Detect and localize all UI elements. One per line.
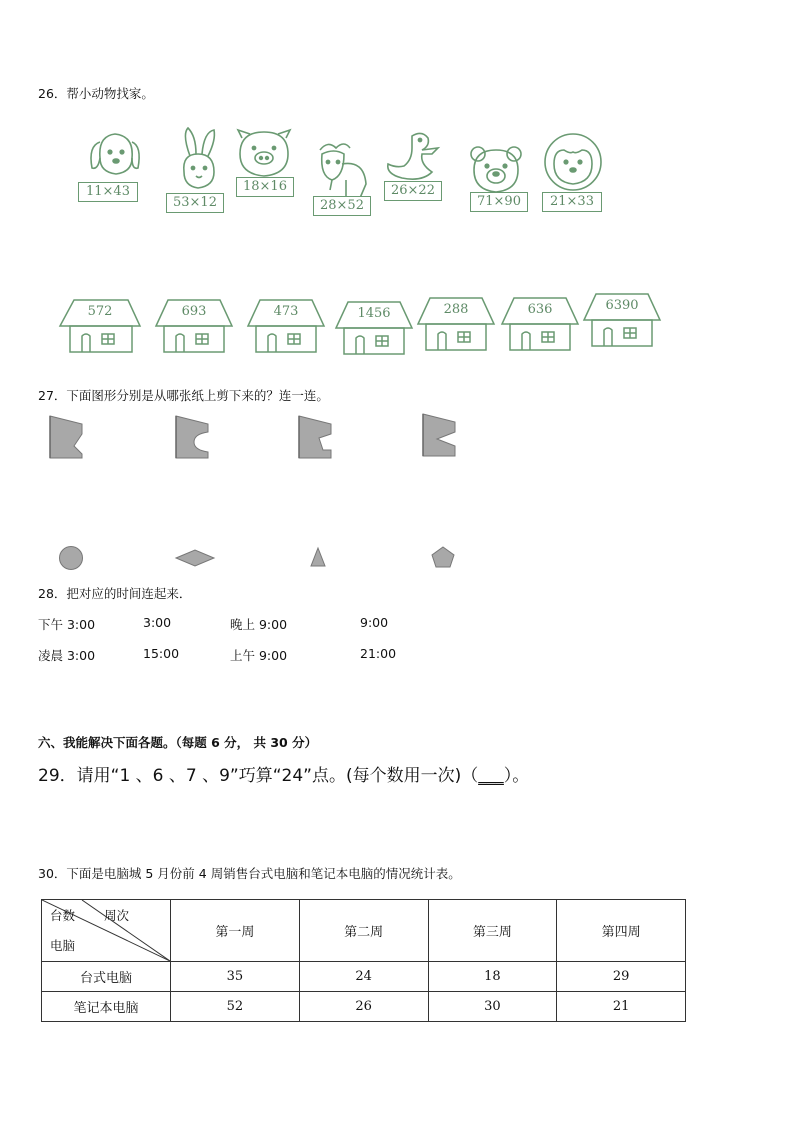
goat-icon — [306, 140, 372, 200]
house-2 — [154, 296, 234, 354]
animal-sign-dog: 11×43 — [78, 182, 138, 202]
header-top-label: 台数 — [50, 908, 76, 923]
bear-icon — [466, 144, 526, 196]
q29-line — [38, 761, 529, 786]
column-header: 第一周 — [171, 900, 300, 962]
q28-title: 28．把对应的时间连起来． — [38, 586, 192, 601]
diagonal-header-cell — [42, 900, 171, 962]
pentagon-icon — [430, 545, 456, 569]
rhombus-icon — [174, 548, 216, 568]
circle-icon — [58, 545, 84, 571]
q29-blank[interactable]: ___ — [478, 766, 504, 786]
folded-paper-cut-3-icon — [297, 414, 333, 460]
animal-sign-pig: 18×16 — [236, 177, 294, 197]
time-label: 凌晨 3:00 — [38, 648, 96, 663]
time-label: 15:00 — [143, 646, 180, 661]
column-header: 第二周 — [299, 900, 428, 962]
animal-sign-goat: 28×52 — [313, 196, 371, 216]
table-row — [42, 992, 686, 1022]
house-6 — [500, 294, 580, 352]
house-number: 636 — [527, 302, 553, 317]
house-number: 1456 — [357, 306, 391, 321]
table-cell: 35 — [171, 962, 300, 992]
sales-table — [41, 899, 686, 1022]
time-label: 晚上 9:00 — [230, 617, 288, 632]
column-header: 第四周 — [557, 900, 686, 962]
house-4 — [334, 298, 414, 356]
folded-paper-cut-1-icon — [48, 414, 84, 460]
folded-paper-cut-2-icon — [174, 414, 210, 460]
house-number: 572 — [87, 304, 113, 319]
time-label: 9:00 — [360, 615, 389, 630]
q30-title: 30．下面是电脑城 5 月份前 4 周销售台式电脑和笔记本电脑的情况统计表。 — [38, 866, 461, 881]
table-row — [42, 962, 686, 992]
table-cell: 29 — [557, 962, 686, 992]
animal-sign-bear: 71×90 — [470, 192, 528, 212]
house-number: 473 — [273, 304, 299, 319]
triangle-icon — [309, 546, 327, 568]
table-cell: 26 — [299, 992, 428, 1022]
table-cell: 21 — [557, 992, 686, 1022]
table-cell: 52 — [171, 992, 300, 1022]
house-number: 288 — [443, 302, 469, 317]
house-7 — [582, 290, 662, 348]
monkey-icon — [538, 132, 608, 192]
animal-sign-duck: 26×22 — [384, 181, 442, 201]
section-6-title: 六、我能解决下面各题。（每题 6 分， 共 30 分） — [38, 735, 318, 750]
header-bottom-label: 电脑 — [50, 938, 76, 953]
time-label: 3:00 — [143, 615, 172, 630]
time-label: 下午 3:00 — [38, 617, 96, 632]
q27-title: 27．下面图形分别是从哪张纸上剪下来的？连一连。 — [38, 388, 329, 403]
q26-title: 26．帮小动物找家。 — [38, 86, 154, 101]
column-header: 第三周 — [428, 900, 557, 962]
table-cell: 24 — [299, 962, 428, 992]
rabbit-icon — [168, 126, 228, 196]
time-label: 21:00 — [360, 646, 397, 661]
table-cell: 30 — [428, 992, 557, 1022]
table-header-row — [42, 900, 686, 962]
animal-sign-rabbit: 53×12 — [166, 193, 224, 213]
pig-icon — [234, 128, 294, 180]
house-3 — [246, 296, 326, 354]
time-label: 上午 9:00 — [230, 648, 288, 663]
house-5 — [416, 294, 496, 352]
house-number: 6390 — [605, 298, 639, 313]
header-right-label: 周次 — [104, 908, 130, 923]
q29-text: 29．请用“1 、6 、7 、9”巧算“24”点。(每个数用一次)（ — [38, 766, 479, 786]
house-number: 693 — [181, 304, 207, 319]
row-label: 台式电脑 — [42, 962, 171, 992]
row-label: 笔记本电脑 — [42, 992, 171, 1022]
q29-end: ）。 — [503, 766, 530, 786]
folded-paper-cut-4-icon — [421, 412, 457, 458]
house-1 — [58, 296, 142, 354]
duck-icon — [382, 130, 446, 184]
animal-sign-monkey: 21×33 — [542, 192, 602, 212]
table-cell: 18 — [428, 962, 557, 992]
